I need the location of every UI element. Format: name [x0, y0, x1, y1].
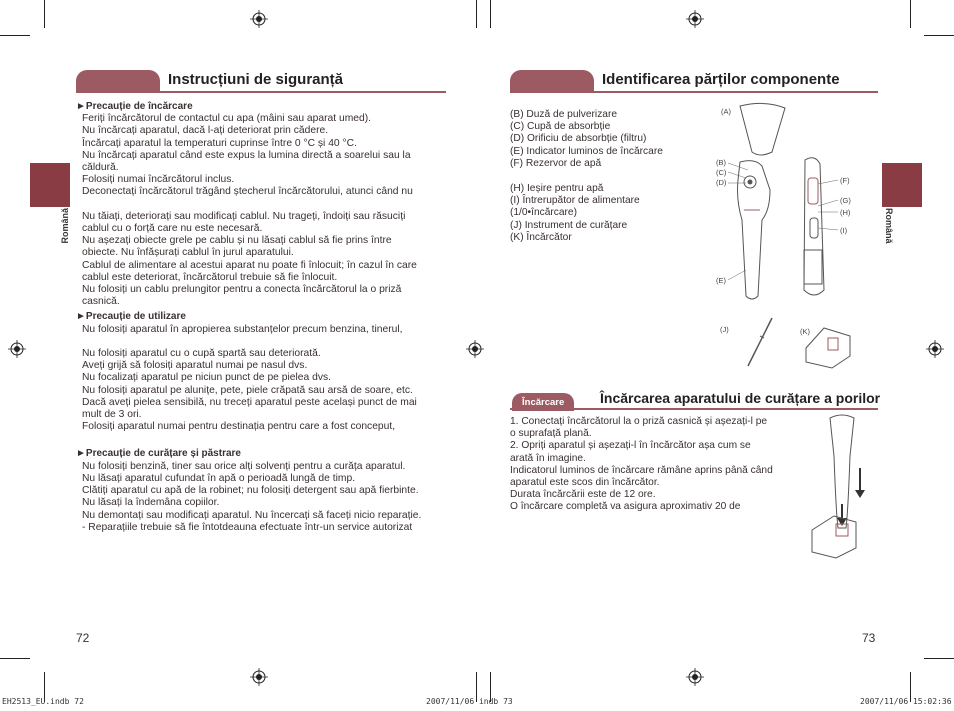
instruction-line: Nu încărcați aparatul când este expus la lumina directă a soarelui sau la [82, 149, 411, 161]
list-line: (B) Duză de pulverizare [510, 109, 618, 120]
page-title: Identificarea părților componente [602, 71, 840, 88]
registration-mark-icon [250, 668, 268, 686]
block-heading: ►Precauție de curățare și păstrare [76, 448, 241, 460]
list-line: O încărcare completă va asigura aproximativ 20 de [510, 501, 741, 513]
side-language-label: Română [60, 208, 70, 244]
charging-diagram [800, 412, 880, 560]
block-heading: ►Precauție de utilizare [76, 311, 186, 323]
charging-badge: Încărcare [512, 393, 574, 411]
instruction-line [76, 336, 446, 348]
instruction-line: - Reparațiile trebuie să fie întotdeauna efectuate într-un service autorizat [82, 521, 413, 533]
instruction-line: Nu așezați obiecte grele pe cablu și nu lăsați cablul să fie prins între [82, 235, 392, 247]
instruction-line: Nu încărcați aparatul, dacă l-ați deteriorat prin cădere. [82, 125, 329, 137]
block-heading: ►Precauție de încărcare [76, 101, 193, 112]
list-line: (D) Orificiu de absorbție (filtru) [510, 133, 647, 145]
instruction-line: Dacă aveți pielea sensibilă, nu treceți aparatul peste același punct de mai [82, 396, 417, 408]
instruction-line [76, 199, 446, 211]
list-line: arată în imagine. [510, 452, 586, 464]
label-a: (A) [721, 107, 731, 116]
instruction-line: Aveți grijă să folosiți aparatul numai pe nasul dvs. [82, 360, 308, 372]
label-b: (B) [716, 158, 726, 167]
label-c: (C) [716, 168, 727, 177]
instruction-line: Clătiți aparatul cu apă de la robinet; nu folosiți detergent sau apă fierbinte. [82, 485, 419, 497]
page-title: Instrucțiuni de siguranță [168, 71, 344, 88]
side-language-label: Română [884, 208, 894, 244]
instruction-line: Încărcați aparatul la temperaturi cuprinse între 0 °C și 40 °C. [82, 137, 357, 149]
instruction-line: Nu folosiți aparatul pe alunițe, pete, piele crăpată sau arsă de soare, etc. [82, 384, 413, 396]
device-body [738, 161, 771, 299]
label-h: (H) [840, 208, 851, 217]
instruction-block [76, 311, 446, 433]
instruction-line: Deconectați încărcătorul trăgând ștecherul încărcătorului, atunci când nu [82, 186, 413, 198]
section-header-rule [510, 408, 878, 410]
page-number: 72 [76, 631, 90, 645]
label-e: (E) [716, 276, 726, 285]
registration-mark-icon [686, 10, 704, 28]
parts-list-2 [510, 183, 640, 244]
instruction-line: Nu folosiți benzină, tiner sau orice alți solvenți pentru a curăța aparatul. [82, 460, 406, 472]
label-j: (J) [720, 325, 729, 334]
registration-mark-icon [8, 340, 26, 358]
list-line: o suprafață plană. [510, 428, 592, 440]
safety-blocks [76, 101, 446, 534]
instruction-block [76, 448, 446, 533]
registration-mark-icon [466, 340, 484, 358]
registration-mark-icon [250, 10, 268, 28]
cleaning-tool [748, 318, 772, 366]
section-header-rule [510, 91, 878, 93]
file-slug: EH2513_EU.indb 72 [2, 697, 84, 706]
instruction-line: Folosiți aparatul numai pentru destinația pentru care a fost conceput, [82, 421, 396, 433]
list-line: Indicatorul luminos de încărcare rămâne aprins până când [510, 464, 773, 476]
instruction-line: casnică. [82, 296, 120, 308]
instruction-line: Nu tăiați, deteriorați sau modificați cablul. Nu trageți, îndoiți sau răsuciți [82, 210, 406, 222]
safety-instructions [76, 101, 446, 534]
instruction-line: cablul cu o forță care nu este necesară. [82, 223, 263, 235]
parts-list-1 [510, 109, 663, 170]
charging-instructions [510, 416, 773, 514]
instruction-line: obiecte. Nu înfășurați cablul în jurul aparatului. [82, 247, 294, 259]
power-switch [810, 218, 818, 238]
instruction-line: Nu folosiți aparatul cu o cupă spartă sau deteriorată. [82, 348, 321, 360]
label-g: (G) [840, 196, 851, 205]
label-f: (F) [840, 176, 850, 185]
instruction-line: Nu focalizați aparatul pe niciun punct de pe pielea dvs. [82, 372, 332, 384]
instruction-line: cablul este deteriorat, încărcătorul trebuie să fie înlocuit. [82, 271, 338, 283]
list-line: (F) Rezervor de apă [510, 157, 602, 169]
side-tab [882, 163, 922, 207]
page-number: 73 [862, 631, 876, 645]
label-i: (I) [840, 226, 848, 235]
instruction-line: Feriți încărcătorul de contactul cu apa (mâini sau aparat umed). [82, 113, 372, 125]
instruction-line: Nu folosiți aparatul în apropierea substanțelor precum benzina, tinerul, [82, 323, 403, 335]
list-line: (K) Încărcător [510, 231, 572, 243]
list-line: (E) Indicator luminos de încărcare [510, 145, 663, 157]
absorption-hole [748, 180, 753, 185]
list-line: (I) Întrerupător de alimentare [510, 195, 640, 207]
instruction-line: Folosiți numai încărcătorul inclus. [82, 174, 235, 186]
section-header-pill [76, 70, 160, 92]
list-line: Durata încărcării este de 12 ore. [510, 489, 656, 501]
registration-mark-icon [686, 668, 704, 686]
water-tank [808, 178, 818, 204]
side-tab [30, 163, 70, 207]
instruction-block [76, 101, 446, 308]
list-line: (J) Instrument de curățare [510, 219, 628, 231]
list-line: (H) Ieșire pentru apă [510, 183, 604, 194]
timestamp-slug: 2007/11/06 15:02:36 [860, 697, 952, 706]
list-line: 2. Opriți aparatul și așezați-l în încărcător așa cum se [510, 440, 751, 452]
instruction-line: mult de 3 ori. [82, 409, 142, 421]
list-line: aparatul este scos din încărcător. [510, 477, 660, 489]
instruction-line: Nu folosiți un cablu prelungitor pentru a conecta încărcătorul la o priză [82, 284, 402, 296]
section-header-pill [510, 70, 594, 92]
label-k: (K) [800, 327, 810, 336]
list-line: (C) Cupă de absorbție [510, 121, 611, 133]
date-slug: 2007/11/06 indb 73 [426, 697, 513, 706]
body-panel [804, 250, 822, 284]
list-line: (1/0•încărcare) [510, 207, 577, 219]
instruction-line: Nu lăsați la îndemâna copiilor. [82, 497, 220, 509]
list-line: 1. Conectați încărcătorul la o priză casnică și așezați-l pe [510, 416, 768, 427]
registration-mark-icon [926, 340, 944, 358]
instruction-line: căldură. [82, 162, 119, 174]
section-header-rule [76, 91, 446, 93]
cup-a [740, 103, 785, 155]
instruction-line: Cablul de alimentare al acestui aparat nu poate fi înlocuit; în cazul în care [82, 259, 417, 271]
instruction-line: Nu demontați sau modificați aparatul. Nu încercați să faceți nicio reparație. [82, 509, 422, 521]
instruction-line: Nu lăsați aparatul cufundat în apă o perioadă lungă de timp. [82, 472, 356, 484]
section-title: Încărcarea aparatului de curățare a porilor [600, 390, 881, 406]
label-d: (D) [716, 178, 727, 187]
